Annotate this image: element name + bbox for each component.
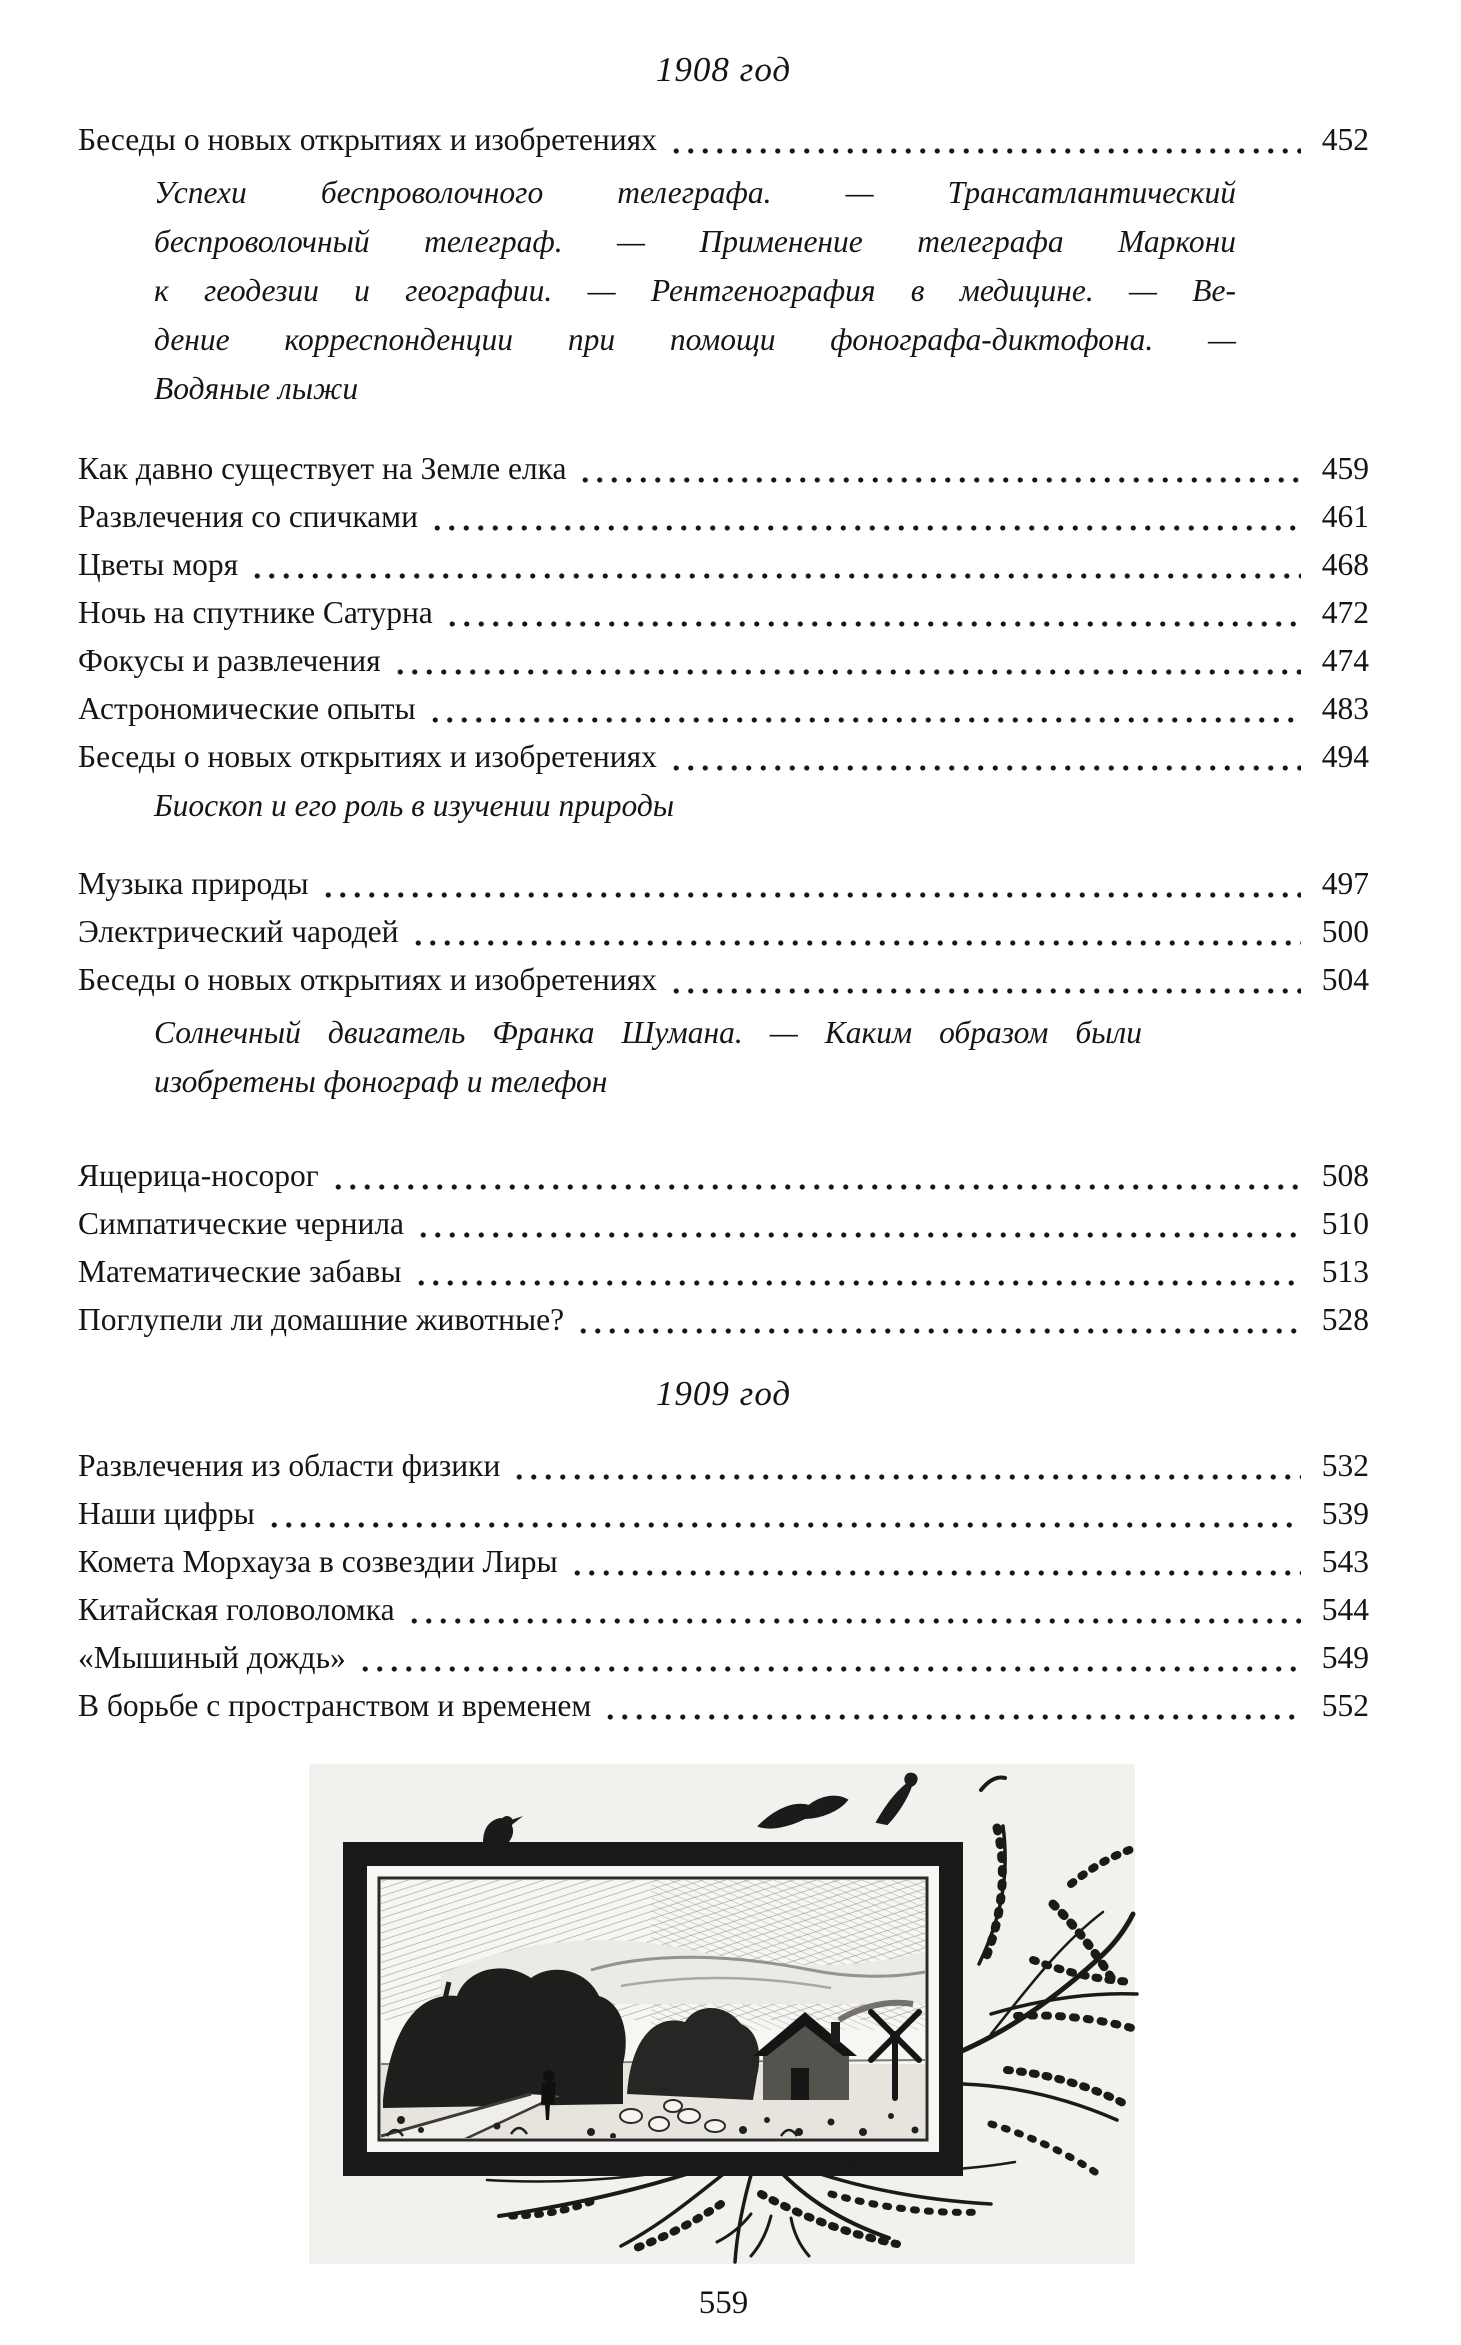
dot-leader xyxy=(669,116,1301,164)
dot-leader xyxy=(578,445,1301,493)
toc-entry xyxy=(78,860,1369,908)
toc-entry-title: Фокусы и развлечения xyxy=(78,643,381,678)
subentry-line: Водяные лыжи xyxy=(154,371,359,406)
toc-entry-page: 513 xyxy=(1321,1254,1369,1289)
dot-leader xyxy=(428,685,1301,733)
toc-entry-page: 528 xyxy=(1321,1302,1369,1337)
dot-leader xyxy=(445,589,1301,637)
dot-leader xyxy=(358,1634,1301,1682)
toc-entry-title: Математические забавы xyxy=(78,1254,402,1289)
subentry-line: беспроволочный телеграф. — Применение телеграфа Маркони xyxy=(154,224,1236,259)
toc-entry xyxy=(78,493,1369,541)
subentry-line: Биоскоп и его роль в изучении природы xyxy=(154,788,675,823)
toc-entry xyxy=(78,1682,1369,1730)
dot-leader xyxy=(321,860,1301,908)
dot-leader xyxy=(250,541,1301,589)
toc-entry-page: 497 xyxy=(1321,866,1369,901)
toc-entry-title: Ночь на спутнике Сатурна xyxy=(78,595,433,630)
dot-leader xyxy=(570,1538,1301,1586)
dot-leader xyxy=(576,1296,1301,1344)
toc-entry xyxy=(78,116,1369,164)
toc-entry-title: Астрономические опыты xyxy=(78,691,416,726)
toc-entry-title: Развлечения со спичками xyxy=(78,499,418,534)
dot-leader xyxy=(669,733,1301,781)
toc-entry xyxy=(78,445,1369,493)
toc-entry-page: 510 xyxy=(1321,1206,1369,1241)
toc-entry-title: Поглупели ли домашние животные? xyxy=(78,1302,565,1337)
toc-entry-title: Наши цифры xyxy=(78,1496,255,1531)
toc-entry-page: 483 xyxy=(1321,691,1369,726)
toc-entry-title: Как давно существует на Земле елка xyxy=(78,451,567,486)
toc-entry-page: 549 xyxy=(1321,1640,1369,1675)
toc-entry xyxy=(78,1490,1369,1538)
toc-group-1908-d xyxy=(78,1152,1369,1344)
toc-entry-title: Китайская головоломка xyxy=(78,1592,395,1627)
dot-leader xyxy=(393,637,1301,685)
toc-entry xyxy=(78,1296,1369,1344)
toc-group-1909 xyxy=(78,1442,1369,1730)
toc-entry xyxy=(78,541,1369,589)
toc-entry-title: «Мышиный дождь» xyxy=(78,1640,346,1675)
dot-leader xyxy=(512,1442,1301,1490)
toc-entry-page: 494 xyxy=(1321,739,1369,774)
toc-entry xyxy=(78,1586,1369,1634)
toc-entry-page: 508 xyxy=(1321,1158,1369,1193)
toc-entry-page: 472 xyxy=(1321,595,1369,630)
toc-entry-page: 539 xyxy=(1321,1496,1369,1531)
toc-entry xyxy=(78,637,1369,685)
dot-leader xyxy=(603,1682,1301,1730)
dot-leader xyxy=(331,1152,1301,1200)
section-heading-1909: 1909 год xyxy=(655,1374,792,1413)
toc-entry xyxy=(78,1248,1369,1296)
dot-leader xyxy=(669,956,1301,1004)
toc-entry-title: Ящерица-носорог xyxy=(78,1158,319,1193)
toc-entry xyxy=(78,733,1369,781)
toc-entry xyxy=(78,685,1369,733)
toc-entry xyxy=(78,1442,1369,1490)
toc-entry xyxy=(78,589,1369,637)
toc-entry-title: Электрический чародей xyxy=(78,914,399,949)
toc-subentry xyxy=(154,781,1369,830)
toc-entry-page: 459 xyxy=(1321,451,1369,486)
toc-entry-title: Цветы моря xyxy=(78,547,239,582)
toc-entry-page: 544 xyxy=(1321,1592,1369,1627)
dot-leader xyxy=(414,1248,1301,1296)
toc-group-1908-b xyxy=(78,445,1369,830)
subentry-line: к геодезии и географии. — Рентгенография в медицине. — Ве- xyxy=(154,273,1236,308)
toc-entry xyxy=(78,1538,1369,1586)
toc-entry-page: 543 xyxy=(1321,1544,1369,1579)
toc-entry-title: Комета Морхауза в созвездии Лиры xyxy=(78,1544,558,1579)
toc-group-1908-c xyxy=(78,860,1369,1106)
toc-entry-title: Беседы о новых открытиях и изобретениях xyxy=(78,739,657,774)
toc-entry-page: 532 xyxy=(1321,1448,1369,1483)
toc-entry-page: 500 xyxy=(1321,914,1369,949)
subentry-line: изобретены фонограф и телефон xyxy=(154,1064,608,1099)
page-number: 559 xyxy=(698,2285,749,2321)
subentry-line: Успехи беспроволочного телеграфа. — Трансатлантический xyxy=(154,175,1236,210)
subentry-line: дение корреспонденции при помощи фонографа-диктофона. — xyxy=(154,322,1236,357)
toc-entry xyxy=(78,1200,1369,1248)
endpiece-illustration xyxy=(291,1764,1157,2272)
toc-entry-title: Симпатические чернила xyxy=(78,1206,405,1241)
toc-entry-page: 552 xyxy=(1321,1688,1369,1723)
subentry-line: Солнечный двигатель Франка Шумана. — Каким образом были xyxy=(154,1015,1142,1050)
dot-leader xyxy=(416,1200,1301,1248)
toc-entry-page: 452 xyxy=(1321,122,1369,157)
dot-leader xyxy=(407,1586,1301,1634)
toc-subentry xyxy=(154,1008,1142,1106)
dot-leader xyxy=(430,493,1301,541)
toc-group-1908-a xyxy=(78,116,1369,413)
toc-entry-page: 504 xyxy=(1321,962,1369,997)
toc-entry xyxy=(78,1152,1369,1200)
toc-entry-page: 468 xyxy=(1321,547,1369,582)
toc-entry xyxy=(78,1634,1369,1682)
toc-entry-page: 461 xyxy=(1321,499,1369,534)
toc-entry-title: Беседы о новых открытиях и изобретениях xyxy=(78,122,657,157)
toc-entry-title: Музыка природы xyxy=(78,866,309,901)
toc-entry xyxy=(78,956,1369,1004)
toc-entry xyxy=(78,908,1369,956)
dot-leader xyxy=(267,1490,1301,1538)
toc-subentry xyxy=(154,168,1236,413)
toc-entry-title: В борьбе с пространством и временем xyxy=(78,1688,592,1723)
framed-landscape xyxy=(355,1854,951,2164)
dot-leader xyxy=(411,908,1302,956)
toc-entry-title: Развлечения из области физики xyxy=(78,1448,501,1483)
toc-entry-title: Беседы о новых открытиях и изобретениях xyxy=(78,962,657,997)
toc-entry-page: 474 xyxy=(1321,643,1369,678)
section-heading-1908: 1908 год xyxy=(655,50,792,89)
